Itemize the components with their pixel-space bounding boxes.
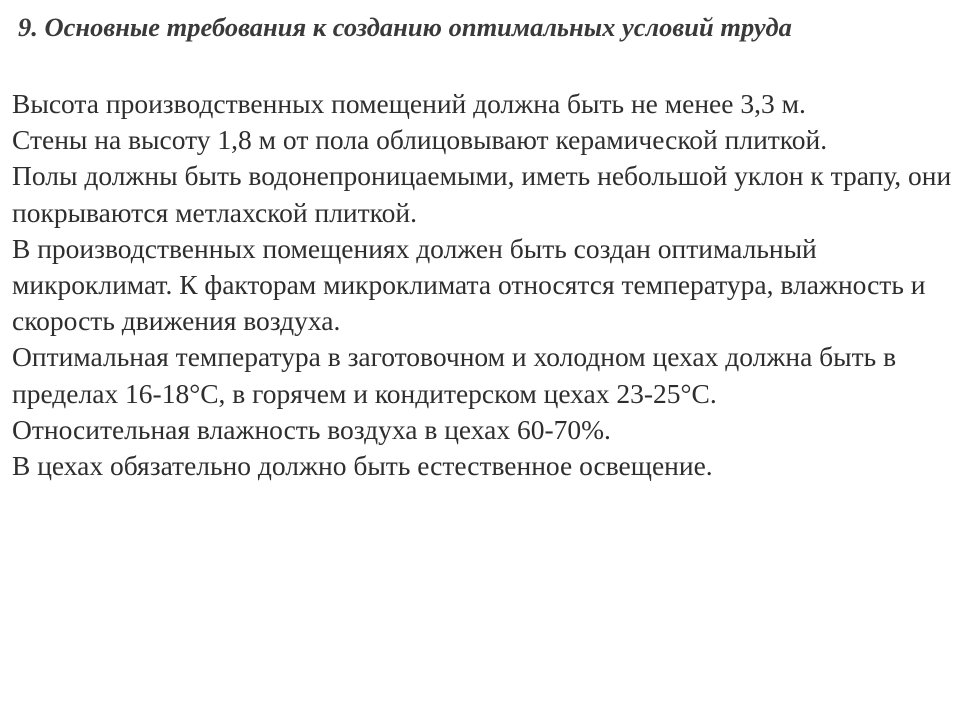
slide-title: 9. Основные требования к созданию оптимальных условий труда <box>18 12 792 42</box>
paragraph-humidity: Относительная влажность воздуха в цехах 60-70%. <box>12 413 611 445</box>
paragraph-walls: Стены на высоту 1,8 м от пола облицовывают керамической плиткой. <box>12 124 828 156</box>
paragraph-room-height: Высота производственных помещений должна быть не менее 3,3 м. <box>12 88 806 119</box>
slide-body <box>12 86 952 484</box>
paragraph-microclimate: В производственных помещениях должен быть создан оптимальный микроклимат. К факторам микроклимата относятся температура, влажность и скорость движения воздуха. <box>12 232 926 337</box>
paragraph-temperature: Оптимальная температура в заготовочном и холодном цехах должна быть в пределах 16-18°С, в горячем и кондитерском цехах 23-25°С. <box>12 341 897 409</box>
paragraph-lighting: В цехах обязательно должно быть естественное освещение. <box>12 450 713 482</box>
paragraph-floors: Полы должны быть водонепроницаемыми, иметь небольшой уклон к трапу, они покрываются метлахской плиткой. <box>12 160 952 228</box>
